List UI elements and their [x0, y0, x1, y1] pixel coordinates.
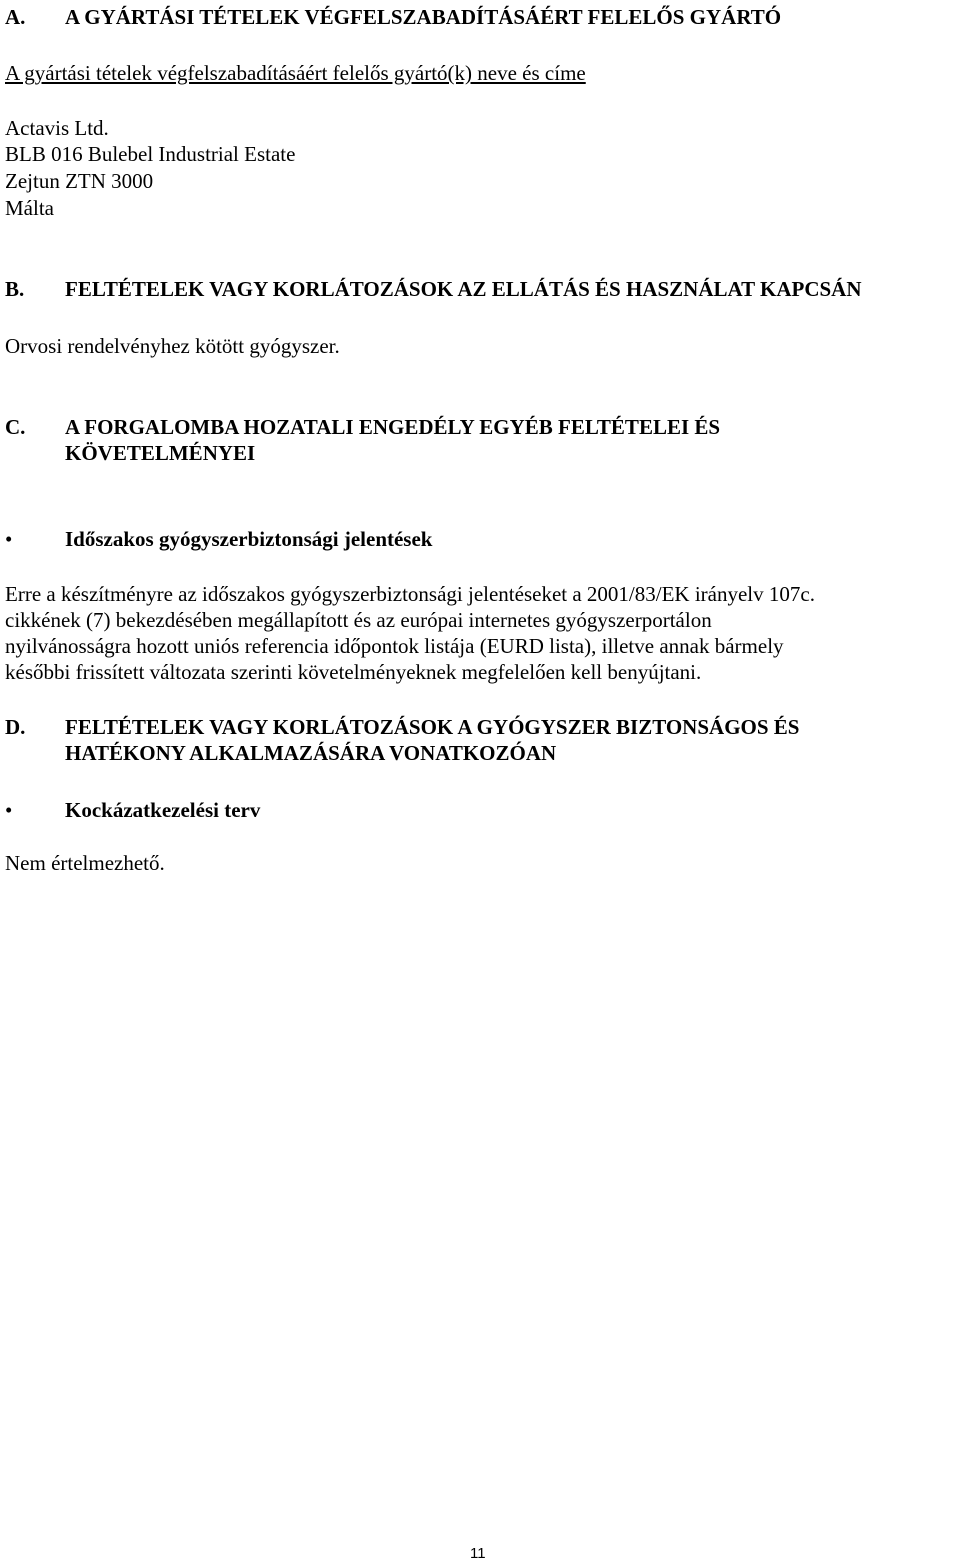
section-a-subheading: A gyártási tételek végfelszabadításáért felelős gyártó(k) neve és címe: [5, 61, 586, 85]
section-d-title-line: FELTÉTELEK VAGY KORLÁTOZÁSOK A GYÓGYSZER BIZTONSÁGOS ÉS: [65, 715, 800, 739]
section-b-letter: B.: [5, 277, 25, 301]
paragraph-line: cikkének (7) bekezdésében megállapított és az európai internetes gyógyszerportálon: [5, 608, 712, 632]
section-c-title: [65, 414, 720, 466]
section-d-heading: [5, 714, 800, 765]
bullet-icon: •: [5, 798, 13, 822]
section-d-text: Nem értelmezhető.: [5, 851, 165, 875]
section-c-bullet-title: Időszakos gyógyszerbiztonsági jelentések: [65, 527, 433, 551]
section-c-title-line: A FORGALOMBA HOZATALI ENGEDÉLY EGYÉB FELTÉTELEI ÉS: [65, 415, 721, 439]
section-c-letter: C.: [5, 415, 26, 439]
bullet-icon: •: [5, 527, 13, 551]
section-d-title: [65, 714, 799, 766]
paragraph-line: Erre a készítményre az időszakos gyógyszerbiztonsági jelentéseket a 2001/83/EK irányelv 107c.: [5, 582, 815, 606]
paragraph-line: későbbi frissített változata szerinti követelményeknek megfelelően kell benyújtani.: [5, 660, 702, 684]
section-d-bullet-title: Kockázatkezelési terv: [65, 798, 261, 822]
section-d-letter: D.: [5, 715, 26, 739]
section-b-title-line: FELTÉTELEK VAGY KORLÁTOZÁSOK AZ ELLÁTÁS ÉS HASZNÁLAT KAPCSÁN: [65, 277, 862, 301]
section-b-title: [65, 276, 862, 302]
section-c-title-line: KÖVETELMÉNYEI: [65, 441, 256, 465]
section-c-paragraph: [5, 581, 905, 685]
section-b-text: Orvosi rendelvényhez kötött gyógyszer.: [5, 334, 340, 358]
section-a-heading: [5, 4, 782, 30]
section-d-title-line: HATÉKONY ALKALMAZÁSÁRA VONATKOZÓAN: [65, 741, 557, 765]
page-number: 11: [470, 1545, 486, 1562]
section-a-title: [65, 4, 781, 30]
address-line: Actavis Ltd.: [5, 116, 109, 140]
section-c-heading: [5, 414, 721, 465]
paragraph-line: nyilvánosságra hozott uniós referencia időpontok listája (EURD lista), illetve annak bármely: [5, 634, 784, 658]
section-a-letter: A.: [5, 5, 26, 29]
address-line: BLB 016 Bulebel Industrial Estate: [5, 142, 296, 166]
address-line: Málta: [5, 196, 54, 220]
address-line: Zejtun ZTN 3000: [5, 169, 154, 193]
section-b-heading: [5, 276, 862, 302]
section-a-title-line: A GYÁRTÁSI TÉTELEK VÉGFELSZABADÍTÁSÁÉRT FELELŐS GYÁRTÓ: [65, 5, 782, 29]
